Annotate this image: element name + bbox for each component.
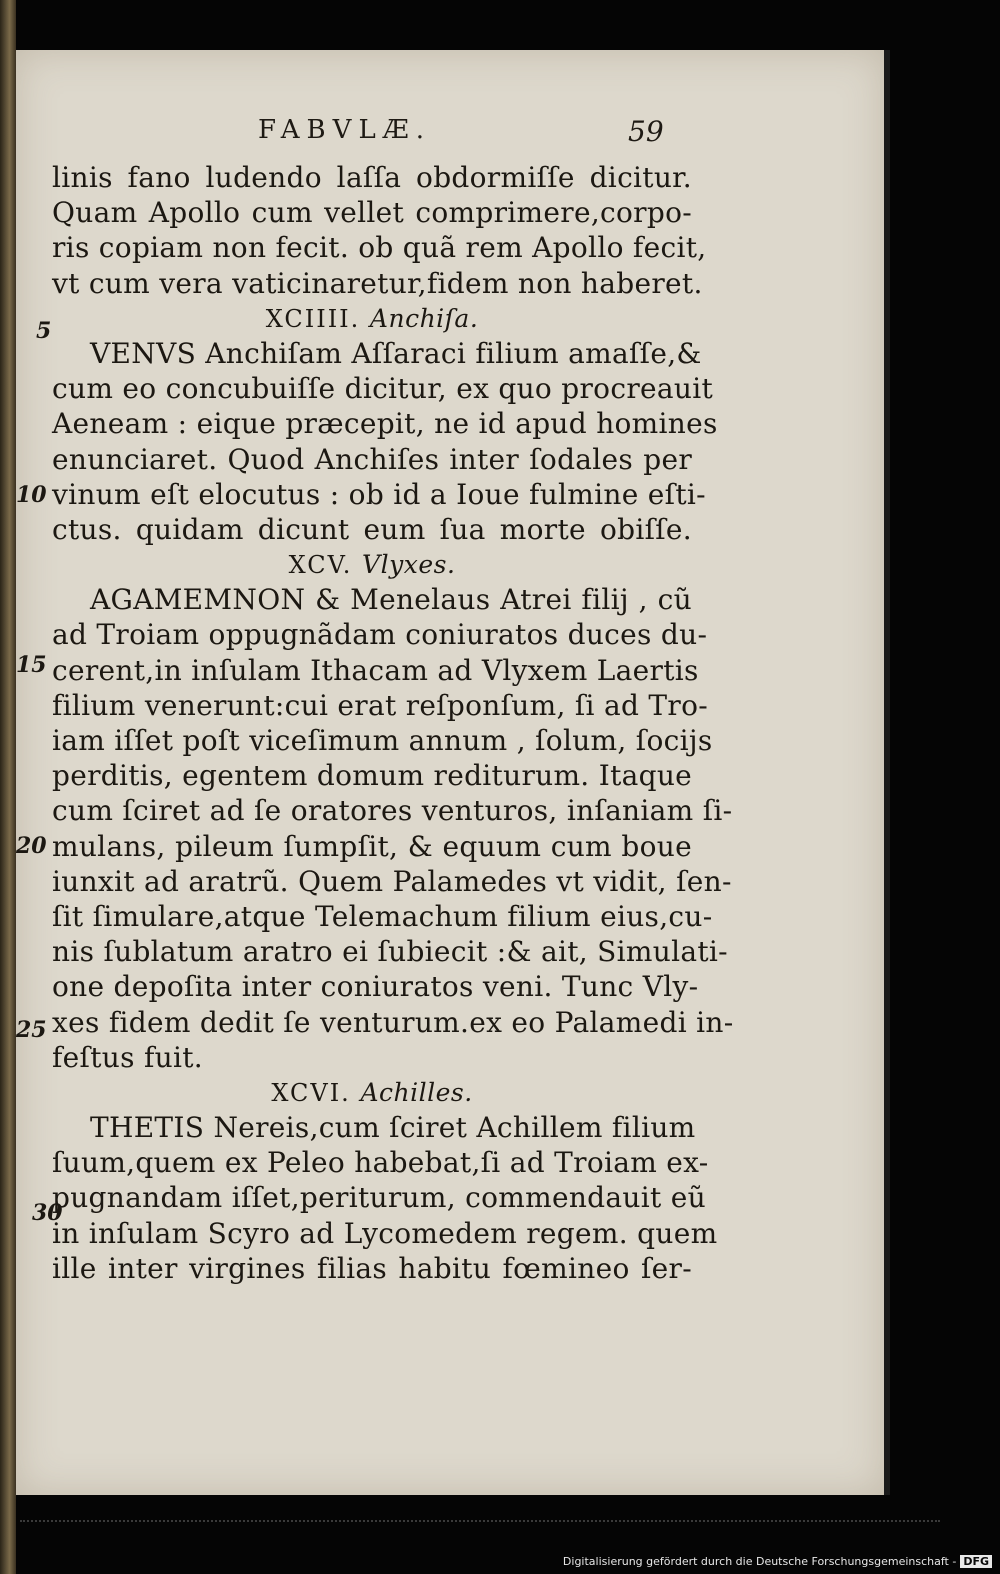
- margin-line-number: 5: [36, 318, 52, 344]
- margin-line-number: 25: [16, 1017, 47, 1043]
- credit-text: Digitalisierung gefördert durch die Deutsche Forschungsgemeinschaft -: [562, 1555, 957, 1568]
- text-line: ſit ſimulare,atque Telemachum filium eius,cu-: [52, 899, 713, 933]
- text-line: cerent,in inſulam Ithacam ad Vlyxem Laertis: [52, 653, 699, 687]
- fable-heading: [52, 547, 692, 582]
- text-line: vinum eſt elocutus : ob id a Ioue fulmine eſti-: [52, 477, 706, 511]
- text-line: ille inter virgines filias habitu fœmineo ſer-: [52, 1251, 692, 1285]
- text-line: feſtus fuit.: [52, 1040, 203, 1074]
- text-line: one depoſita inter coniuratos veni. Tunc Vly-: [52, 970, 699, 1004]
- text-line: nis ſublatum aratro ei ſubiecit :& ait, Simulati-: [52, 935, 728, 969]
- text-line: pugnandam iſſet,periturum, commendauit eũ: [52, 1181, 706, 1215]
- margin-line-number: 30: [32, 1200, 63, 1226]
- fable-number: XCIIII.: [265, 304, 361, 333]
- fable-title: Achilles.: [360, 1077, 473, 1107]
- text-line: Aeneam : eique præcepit, ne id apud homines: [52, 407, 718, 441]
- text-line: iunxit ad aratrũ. Quem Palamedes vt vidit, ſen-: [52, 864, 732, 898]
- text-line: perditis, egentem domum rediturum. Itaque: [52, 759, 693, 793]
- fable-heading: [52, 301, 692, 336]
- fable-number: XCVI.: [271, 1078, 351, 1107]
- text-line: linis fano ludendo laſſa obdormiſſe dicitur.: [52, 161, 692, 194]
- text-line: iam iſſet poſt viceſimum annum , ſolum, ſocijs: [52, 724, 713, 757]
- body-text: [52, 160, 734, 1286]
- text-line: cum ſciret ad ſe oratores venturos, inſaniam ſi-: [52, 794, 733, 828]
- text-line: enunciaret. Quod Anchiſes inter ſodales per: [52, 442, 692, 476]
- text-line: ad Troiam oppugnãdam coniuratos duces du-: [52, 618, 708, 652]
- text-line: THETIS Nereis,cum ſciret Achillem filium: [90, 1111, 696, 1145]
- scan-border: [20, 1520, 940, 1532]
- digitization-credit: [563, 1555, 992, 1568]
- fable-title: Vlyxes.: [362, 550, 456, 580]
- margin-line-number: 10: [16, 482, 47, 508]
- running-head: FABVLÆ.: [258, 115, 431, 145]
- text-line: Quam Apollo cum vellet comprimere,corpo-: [52, 196, 692, 230]
- margin-line-number: 20: [16, 833, 47, 859]
- margin-line-number: 15: [16, 652, 47, 678]
- page-number: 59: [628, 115, 664, 148]
- text-line: vt cum vera vaticinaretur,fidem non haberet.: [52, 266, 703, 300]
- text-line: ris copiam non fecit. ob quã rem Apollo fecit,: [52, 231, 707, 265]
- text-line: VENVS Anchiſam Aſſaraci filium amaſſe,&: [90, 336, 702, 370]
- text-line: filium venerunt:cui erat reſponſum, ſi ad Tro-: [52, 688, 709, 722]
- text-line: ctus. quidam dicunt eum ſua morte obiſſe.: [52, 512, 692, 546]
- text-line: xes fidem dedit ſe venturum.ex eo Palamedi in-: [52, 1005, 734, 1039]
- fable-number: XCV.: [288, 551, 353, 580]
- text-line: ſuum,quem ex Peleo habebat,ſi ad Troiam ex-: [52, 1146, 709, 1180]
- text-line: in inſulam Scyro ad Lycomedem regem. quem: [52, 1216, 718, 1250]
- book-binding-edge: [0, 0, 16, 1574]
- fable-title: Anchiſa.: [369, 303, 479, 333]
- page-header: [0, 115, 1000, 155]
- text-line: AGAMEMNON & Menelaus Atrei filij , cũ: [90, 583, 692, 617]
- text-line: mulans, pileum ſumpſit, & equum cum boue: [52, 829, 692, 863]
- fable-heading: [52, 1075, 692, 1110]
- dfg-logo-icon: DFG: [960, 1555, 992, 1568]
- text-line: cum eo concubuiſſe dicitur, ex quo procreauit: [52, 372, 714, 406]
- page-edge-shadow: [884, 50, 890, 1495]
